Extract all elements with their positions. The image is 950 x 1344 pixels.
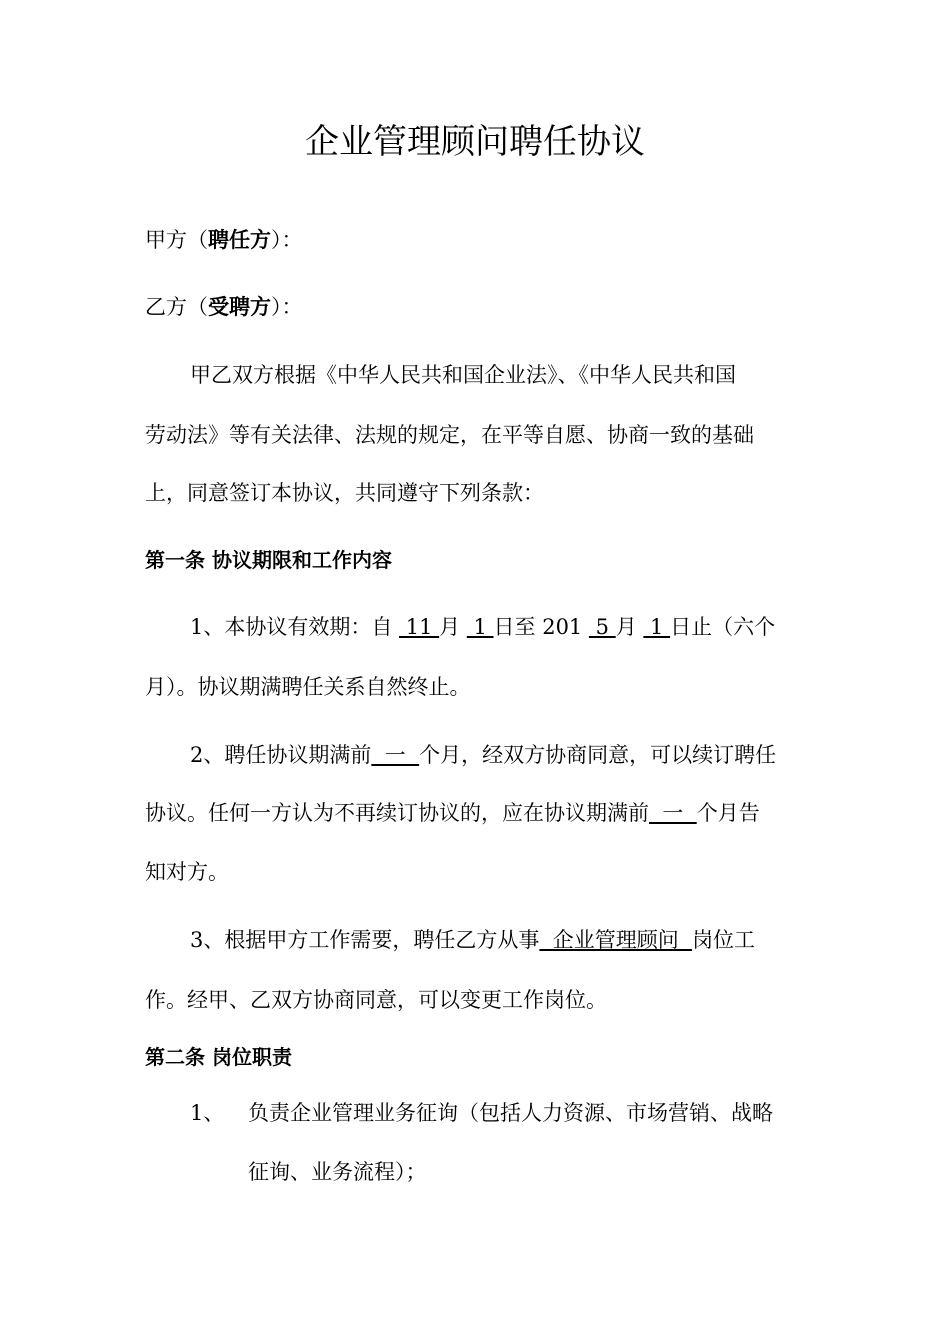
clause-1-text-1: 1、本协议有效期：自 bbox=[190, 615, 400, 639]
clause-2-line-3: 知对方。 bbox=[145, 860, 229, 884]
party-a-line bbox=[145, 225, 810, 255]
party-a-suffix: ）： bbox=[271, 228, 303, 252]
section-1-title: 第一条 协议期限和工作内容 bbox=[145, 548, 392, 572]
start-day-blank: 1 bbox=[466, 615, 494, 639]
clause-3-text-1: 3、根据甲方工作需要，聘任乙方从事 bbox=[190, 928, 540, 952]
clause-2-text-2: 个月，经双方协商同意，可以续订聘任 bbox=[419, 743, 777, 767]
clause-2-line-2 bbox=[145, 798, 810, 828]
party-a-prefix: 甲方（ bbox=[145, 228, 208, 252]
party-b-role: 受聘方 bbox=[208, 295, 271, 319]
end-month-blank: 5 bbox=[588, 615, 616, 639]
party-b-line bbox=[145, 292, 810, 322]
clause-1-text-2: 月 bbox=[439, 615, 467, 639]
party-a-role: 聘任方 bbox=[208, 228, 271, 252]
clause-2-line-1 bbox=[190, 740, 810, 770]
section-2-title: 第二条 岗位职责 bbox=[145, 1045, 292, 1069]
clause-1-line-2: 月）。协议期满聘任关系自然终止。 bbox=[145, 675, 471, 699]
clause-3-line-1 bbox=[190, 925, 810, 955]
preamble-line-1: 甲乙双方根据《中华人民共和国企业法》、《中华人民共和国 bbox=[190, 363, 736, 387]
clause-3-line-2: 作。经甲、乙双方协商同意，可以变更工作岗位。 bbox=[145, 988, 607, 1012]
start-month-blank: 11 bbox=[399, 615, 440, 639]
clause-1-text-3: 日至 201 bbox=[493, 615, 589, 639]
clause-1-text-5: 日止（六个 bbox=[670, 615, 776, 639]
clause-1-line-1 bbox=[190, 612, 810, 642]
clause-3-text-2: 岗位工 bbox=[692, 928, 756, 952]
clause-2-text-4: 个月告 bbox=[696, 801, 760, 825]
duty-1-line-1: 负责企业管理业务征询（包括人力资源、市场营销、战略 bbox=[248, 1101, 773, 1125]
position-blank: 企业管理顾问 bbox=[539, 928, 693, 952]
clause-2-text-3: 协议。任何一方认为不再续订协议的，应在协议期满前 bbox=[145, 801, 649, 825]
renewal-notice-blank-1: 一 bbox=[371, 743, 420, 767]
preamble-line-2: 劳动法》等有关法律、法规的规定，在平等自愿、协商一致的基础 bbox=[145, 423, 754, 447]
document-title: 企业管理顾问聘任协议 bbox=[305, 122, 645, 162]
renewal-notice-blank-2: 一 bbox=[649, 801, 697, 825]
end-day-blank: 1 bbox=[643, 615, 671, 639]
clause-2-text-1: 2、聘任协议期满前 bbox=[190, 743, 372, 767]
duty-1-line-2: 征询、业务流程）； bbox=[248, 1160, 427, 1184]
party-b-prefix: 乙方（ bbox=[145, 295, 208, 319]
preamble-line-3: 上，同意签订本协议，共同遵守下列条款： bbox=[145, 481, 544, 505]
clause-1-text-4: 月 bbox=[615, 615, 644, 639]
party-b-suffix: ）： bbox=[271, 295, 303, 319]
duty-1-number: 1、 bbox=[190, 1101, 225, 1125]
